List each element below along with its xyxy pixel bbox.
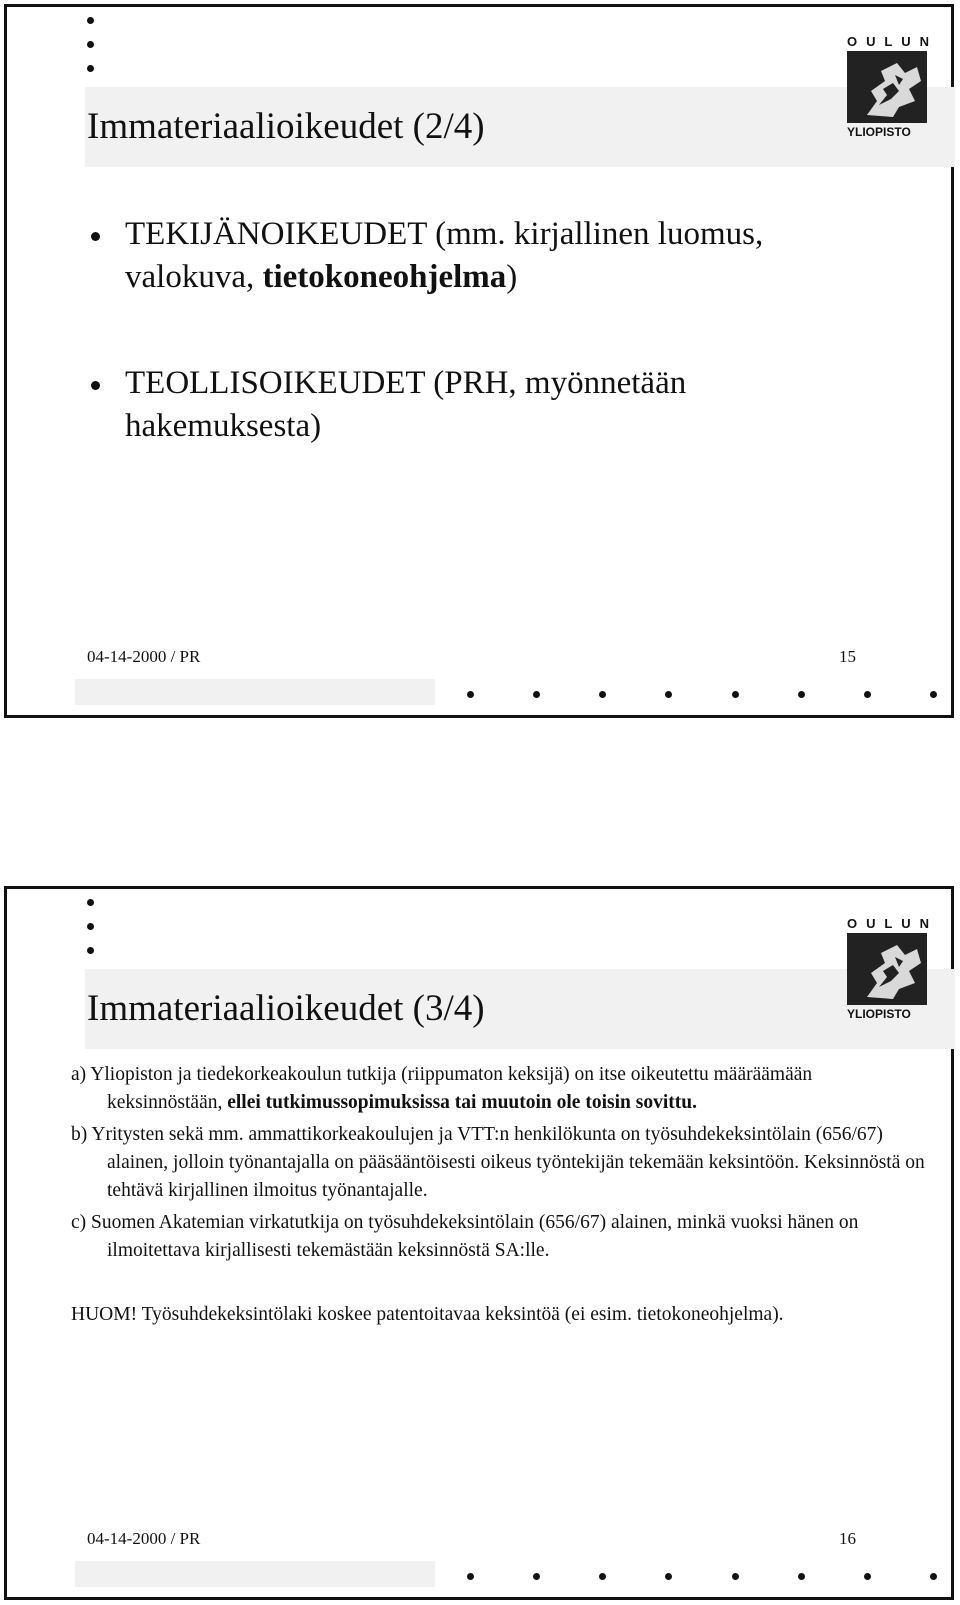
footer-band [75, 1561, 435, 1587]
logo-top-letters: O U L U N [847, 916, 929, 931]
decorative-horizontal-dots [467, 691, 937, 698]
logo-bottom-text: YLIOPISTO [847, 125, 911, 139]
logo-mark-icon [847, 51, 927, 123]
bullet-item-industrial-rights: TEOLLISOIKEUDET (PRH, myönnetään hakemuksesta) [87, 362, 887, 448]
slide-title: Immateriaalioikeudet (3/4) [87, 988, 485, 1029]
note-paragraph: HUOM! Työsuhdekeksintölaki koskee patentoitavaa keksintöä (ei esim. tietokoneohjelma). [71, 1304, 784, 1325]
decorative-vertical-dots [87, 17, 99, 89]
paragraph-a: a) Yliopiston ja tiedekorkeakoulun tutkija (riippumaton keksijä) on itse oikeutettu määräämään keksinnöstään, ellei tutkimussopimuksissa tai muutoin ole toisin sovittu. [71, 1064, 813, 1113]
bullet-item-copyright: TEKIJÄNOIKEUDET (mm. kirjallinen luomus, valokuva, tietokoneohjelma) [87, 213, 887, 299]
page-number: 16 [839, 1529, 856, 1548]
logo-bottom-text: YLIOPISTO [847, 1007, 911, 1021]
page-number: 15 [839, 647, 856, 666]
footer-band [75, 679, 435, 705]
logo-top-letters: O U L U N [847, 34, 929, 49]
slide-title: Immateriaalioikeudet (2/4) [87, 106, 485, 147]
decorative-vertical-dots [87, 899, 99, 971]
university-logo [847, 917, 929, 1021]
paragraph-c: c) Suomen Akatemian virkatutkija on työsuhdekeksintölain (656/67) alainen, minkä vuoksi hänen on ilmoitettava kirjallisesti tekemästään keksinnöstä SA:lle. [71, 1212, 859, 1261]
decorative-horizontal-dots [467, 1573, 937, 1580]
slide-15 [4, 4, 954, 718]
paragraph-b: b) Yritysten sekä mm. ammattikorkeakoulujen ja VTT:n henkilökunta on työsuhdekeksintölain (656/67) alainen, jolloin työnantajalla on pääsääntöisesti oikeus työntekijän tekemään keksintöön. Keksinnöstä on tehtävä kirjallinen ilmoitus työnantajalle. [71, 1124, 925, 1201]
footer-date: 04-14-2000 / PR [87, 647, 201, 666]
slide-16 [4, 886, 954, 1600]
footer-date: 04-14-2000 / PR [87, 1529, 201, 1548]
slide-body [71, 1061, 931, 1333]
logo-mark-icon [847, 933, 927, 1005]
university-logo [847, 35, 929, 139]
bullet-list [87, 213, 887, 511]
